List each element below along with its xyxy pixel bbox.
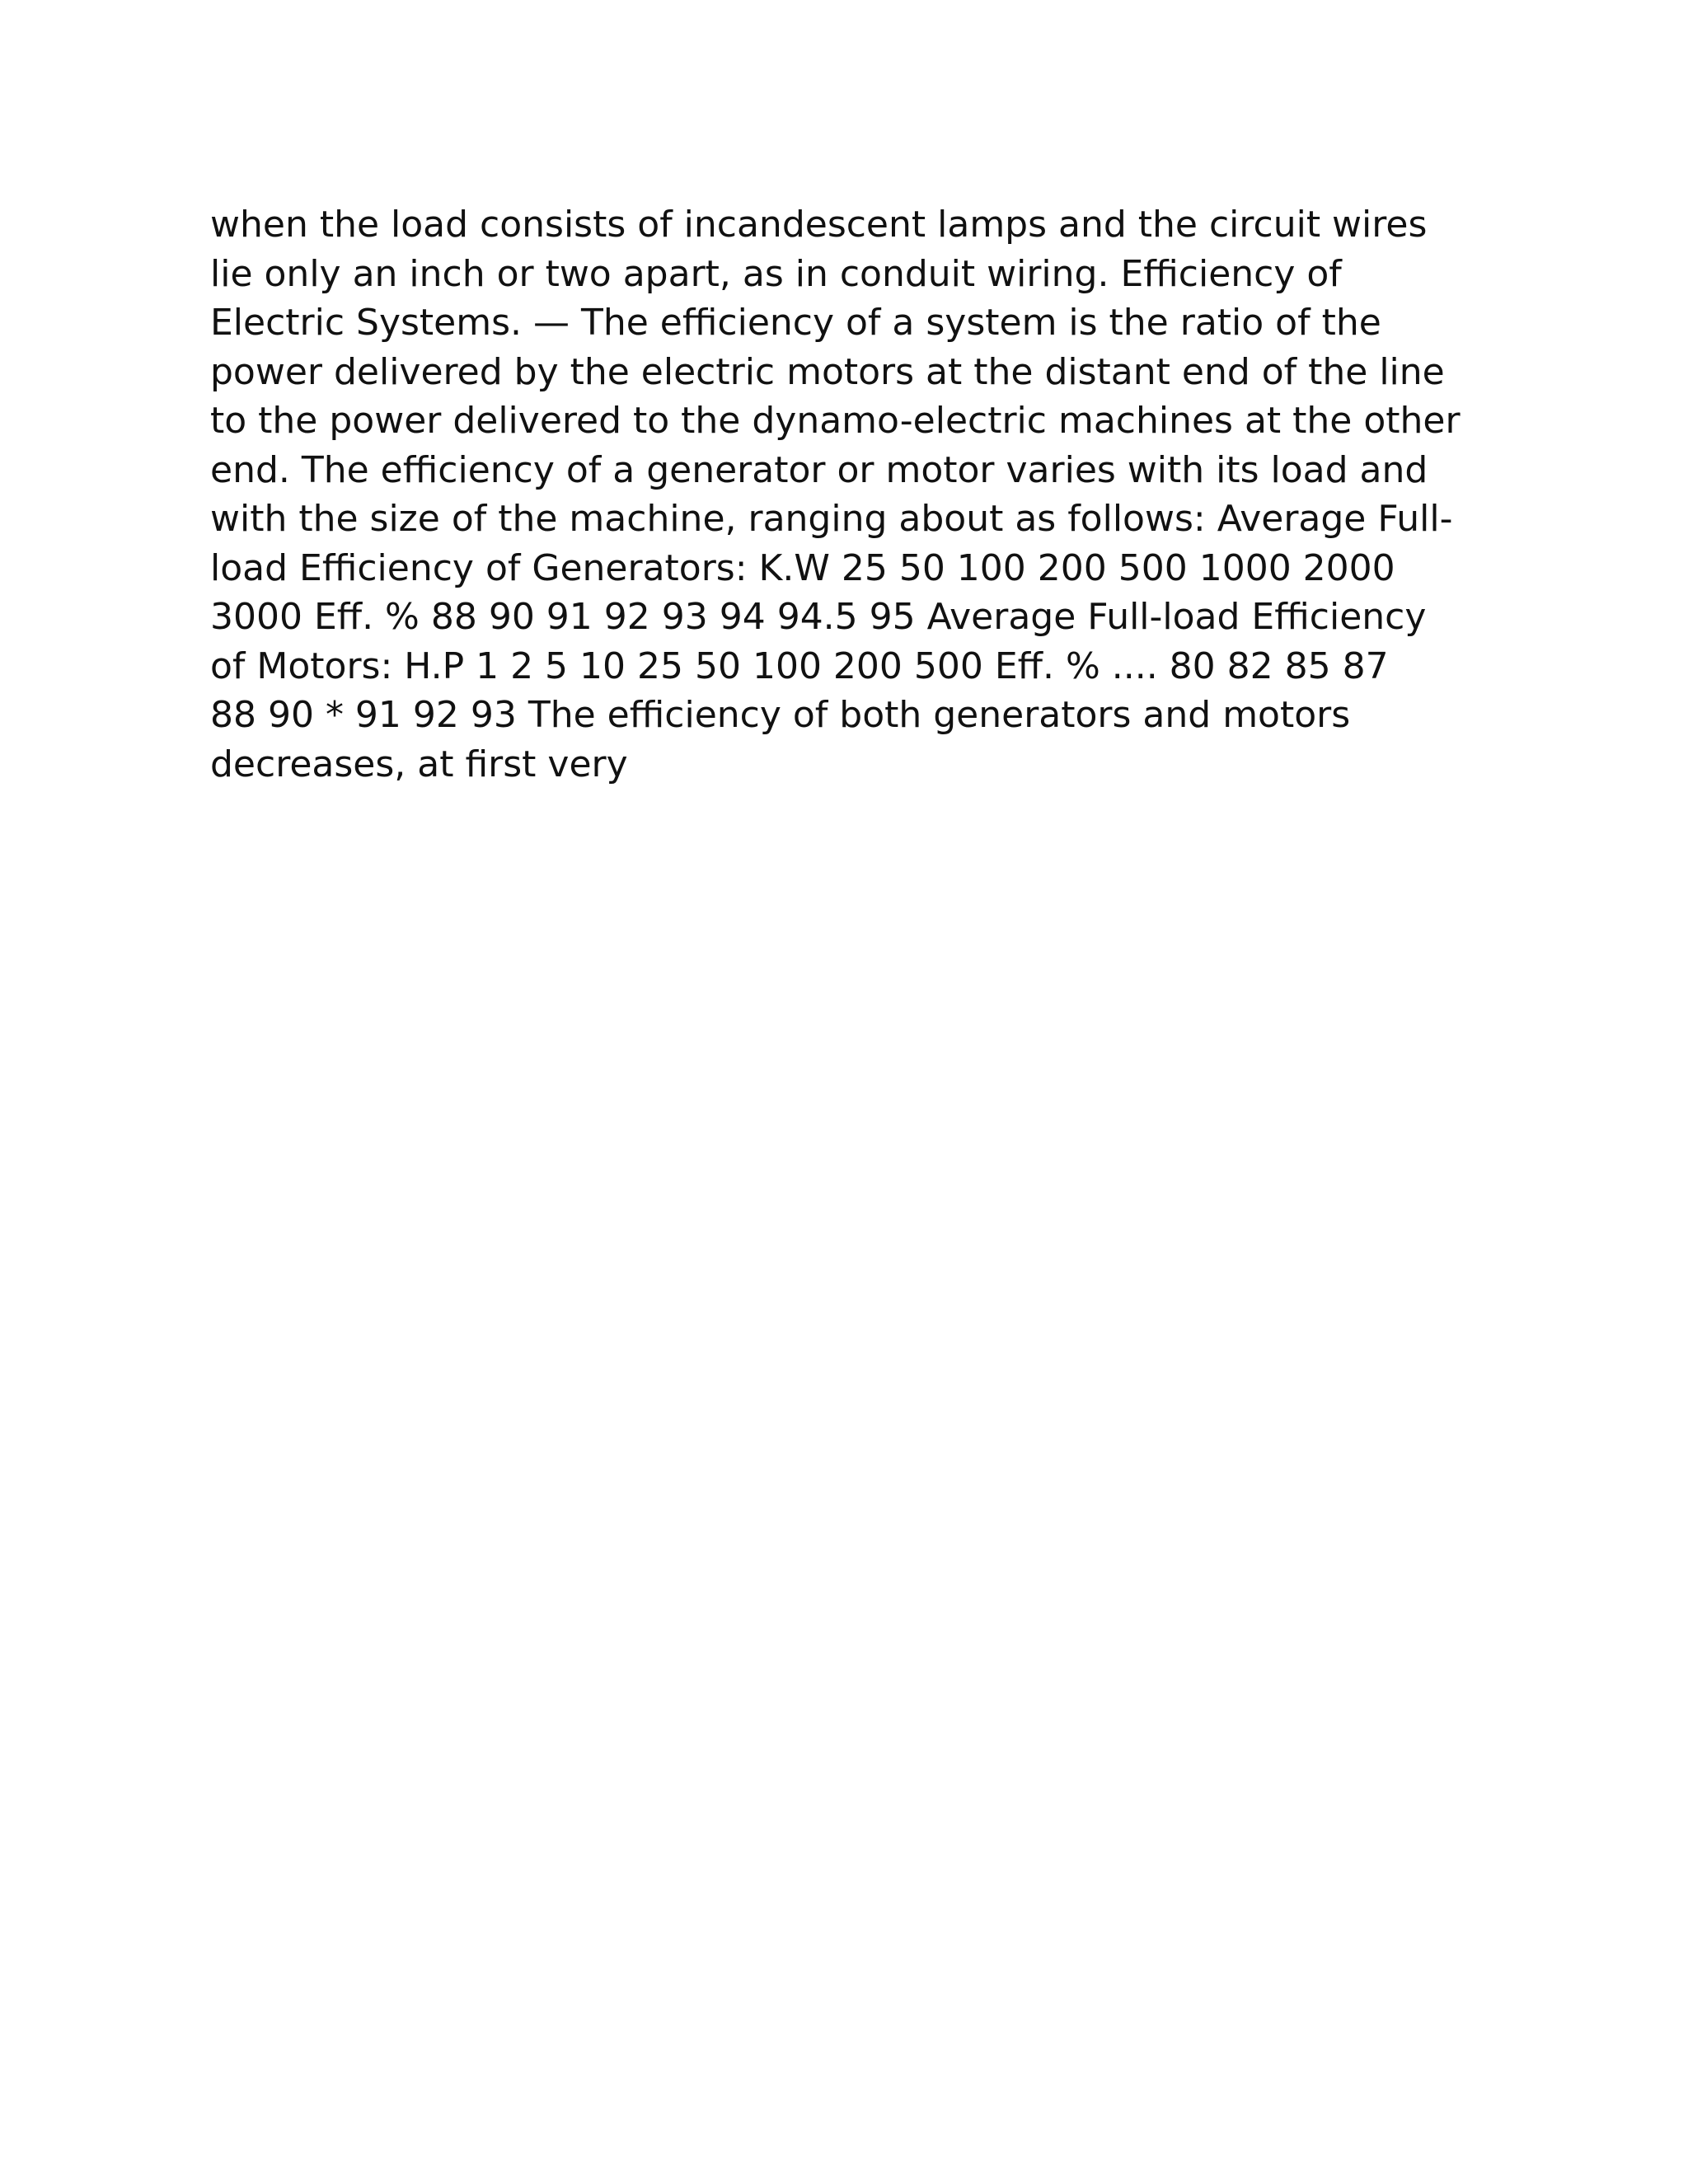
- text-line: 88 90 * 91 92 93 The efficiency of both generators and motors: [210, 694, 1351, 736]
- text-line: end. The efficiency of a generator or motor varies with its load and: [210, 448, 1428, 491]
- text-line: with the size of the machine, ranging about as follows: Average Full-: [210, 498, 1453, 540]
- text-line: of Motors: H.P 1 2 5 10 25 50 100 200 500 Eff. % .... 80 82 85 87: [210, 644, 1389, 687]
- text-line: decreases, at first very: [210, 743, 628, 785]
- body-paragraph: [210, 200, 1479, 789]
- text-line: power delivered by the electric motors at the distant end of the line: [210, 350, 1445, 393]
- text-line: when the load consists of incandescent lamps and the circuit wires: [210, 204, 1428, 246]
- text-line: load Efficiency of Generators: K.W 25 50 100 200 500 1000 2000: [210, 546, 1395, 589]
- text-line: Electric Systems. — The efficiency of a system is the ratio of the: [210, 302, 1381, 344]
- text-line: 3000 Eff. % 88 90 91 92 93 94 94.5 95 Average Full-load Efficiency: [210, 596, 1427, 638]
- text-line: lie only an inch or two apart, as in conduit wiring. Efficiency of: [210, 252, 1342, 295]
- text-line: to the power delivered to the dynamo-electric machines at the other: [210, 400, 1461, 442]
